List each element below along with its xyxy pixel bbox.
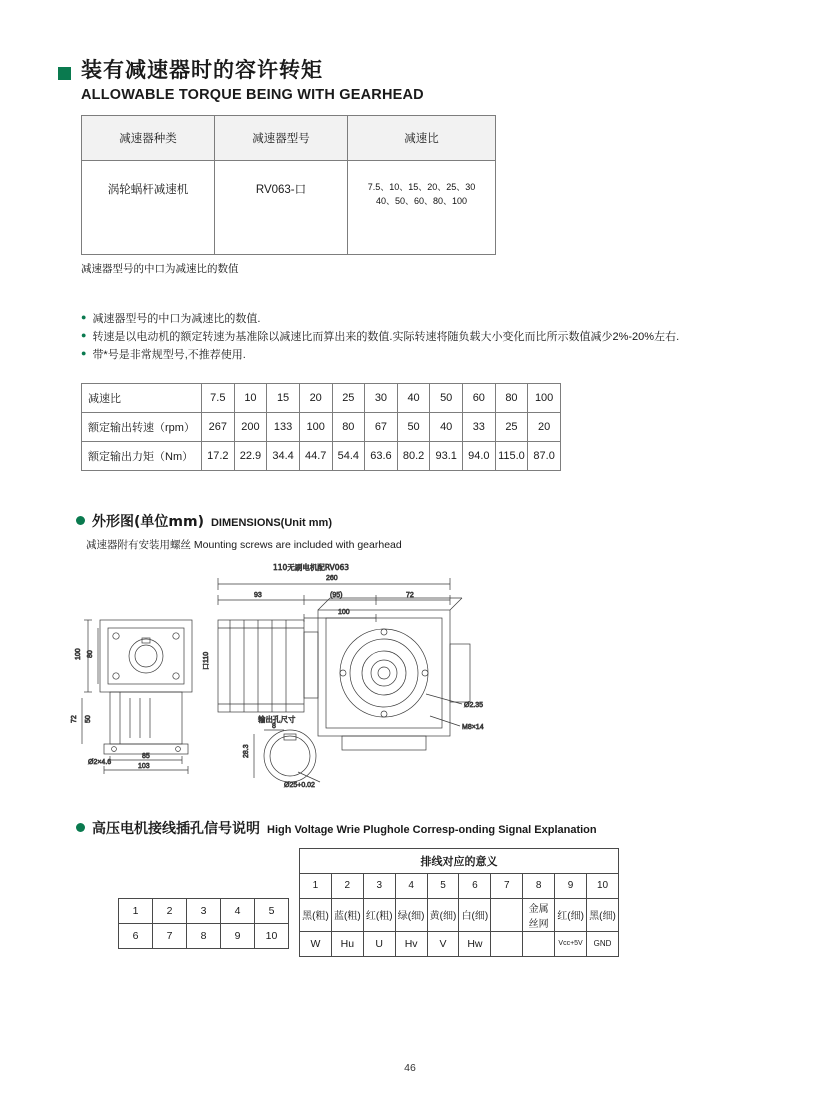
title-english: ALLOWABLE TORQUE BEING WITH GEARHEAD <box>81 87 424 104</box>
circle-bullet-icon <box>76 516 85 525</box>
plug-diagram <box>118 898 289 949</box>
svg-text:(95): (95) <box>330 591 343 599</box>
svg-text:80: 80 <box>87 649 94 658</box>
pin-number: 8 <box>523 873 555 898</box>
pin: 6 <box>119 923 153 948</box>
svg-text:Ø2×4.6: Ø2×4.6 <box>88 758 112 766</box>
cell: 133 <box>267 412 300 441</box>
signal-name <box>491 931 523 956</box>
pin-number: 6 <box>459 873 491 898</box>
cell: 50 <box>397 412 430 441</box>
signal-name <box>523 931 555 956</box>
pin: 3 <box>187 898 221 923</box>
signal-name: GND <box>587 931 619 956</box>
svg-text:103: 103 <box>138 762 150 770</box>
notes-block <box>81 310 762 364</box>
pin-number: 4 <box>395 873 427 898</box>
table-row <box>82 441 561 470</box>
svg-text:Ø2.35: Ø2.35 <box>464 701 484 709</box>
dimensions-heading-en: DIMENSIONS(Unit mm) <box>210 516 332 529</box>
row-label: 额定输出力矩（Nm） <box>82 441 202 470</box>
row-label: 减速比 <box>82 383 202 412</box>
header-type: 减速器种类 <box>82 116 215 161</box>
cell: 67 <box>365 412 398 441</box>
table-row <box>82 161 496 255</box>
technical-drawing <box>58 558 762 788</box>
header-ratio: 减速比 <box>348 116 496 161</box>
signal-title-row <box>300 848 619 873</box>
svg-text:100: 100 <box>75 647 82 660</box>
bullet-dot-icon: ● <box>81 348 87 359</box>
drawing-title-text: 110无刷电机配RV063 <box>273 562 350 572</box>
cell: 54.4 <box>332 441 365 470</box>
svg-text:72: 72 <box>71 714 78 723</box>
cell-model: RV063-口 <box>215 161 348 255</box>
pin: 7 <box>153 923 187 948</box>
cell: 7.5 <box>202 383 235 412</box>
signal-name-row <box>300 931 619 956</box>
pin: 8 <box>187 923 221 948</box>
svg-text:输出孔尺寸: 输出孔尺寸 <box>258 714 296 724</box>
signal-name: U <box>363 931 395 956</box>
signal-name: Hu <box>331 931 363 956</box>
signal-number-row <box>300 873 619 898</box>
wire-color: 红(粗) <box>363 898 395 931</box>
svg-text:50: 50 <box>85 714 92 723</box>
cell: 100 <box>299 412 332 441</box>
cell: 63.6 <box>365 441 398 470</box>
cell: 100 <box>528 383 561 412</box>
row-label: 额定输出转速（rpm） <box>82 412 202 441</box>
page-number: 46 <box>404 1062 416 1074</box>
cell: 17.2 <box>202 441 235 470</box>
pin-number: 3 <box>363 873 395 898</box>
signal-heading <box>76 818 762 838</box>
wire-color <box>491 898 523 931</box>
svg-text:28.3: 28.3 <box>243 743 250 758</box>
table-header-row <box>82 116 496 161</box>
bullet-dot-icon: ● <box>81 312 87 323</box>
cell-ratio <box>348 161 496 255</box>
svg-text:85: 85 <box>142 752 150 760</box>
cell: 33 <box>463 412 496 441</box>
pin: 1 <box>119 898 153 923</box>
pin: 5 <box>255 898 289 923</box>
svg-text:M8×14: M8×14 <box>462 723 484 731</box>
cell: 44.7 <box>299 441 332 470</box>
table-caption: 减速器型号的中口为减速比的数值 <box>81 263 239 276</box>
pin-number: 9 <box>555 873 587 898</box>
cell: 80 <box>495 383 528 412</box>
wire-color: 蓝(粗) <box>331 898 363 931</box>
plug-pin-grid <box>118 898 289 949</box>
note-text: 带*号是非常规型号,不推荐使用. <box>92 349 246 362</box>
table-row <box>82 383 561 412</box>
cell: 267 <box>202 412 235 441</box>
cell: 10 <box>234 383 267 412</box>
dimensions-subtitle-cn: 减速器附有安装用螺丝 <box>86 538 191 551</box>
svg-text:93: 93 <box>254 591 262 599</box>
plug-row-bottom <box>119 923 289 948</box>
specification-table <box>81 383 561 471</box>
svg-text:Ø25+0.02: Ø25+0.02 <box>284 781 315 788</box>
note-text: 转速是以电动机的额定转速为基准除以减速比而算出来的数值.实际转速将随负载大小变化而比所示数值减少2%-20%左右. <box>92 331 680 344</box>
signal-heading-en: High Voltage Wrie Plughole Corresp-onding Signal Explanation <box>267 823 597 836</box>
svg-text:72: 72 <box>406 591 414 599</box>
cell: 87.0 <box>528 441 561 470</box>
svg-text:8: 8 <box>272 722 276 730</box>
ratio-line-1: 7.5、10、15、20、25、30 <box>367 182 476 193</box>
wire-color: 黑(粗) <box>300 898 332 931</box>
signal-table <box>299 848 619 957</box>
cell: 25 <box>495 412 528 441</box>
plug-row-top <box>119 898 289 923</box>
bullet-dot-icon: ● <box>81 330 87 341</box>
cell: 50 <box>430 383 463 412</box>
cell: 93.1 <box>430 441 463 470</box>
pin: 9 <box>221 923 255 948</box>
note-text: 减速器型号的中口为减速比的数值. <box>92 313 261 326</box>
pin-number: 2 <box>331 873 363 898</box>
dimensions-heading-cn: 外形图(单位mm) <box>92 513 204 530</box>
cell: 20 <box>299 383 332 412</box>
note-item <box>81 346 762 364</box>
pin-number: 7 <box>491 873 523 898</box>
signal-name: W <box>300 931 332 956</box>
dimensions-subtitle <box>86 537 762 552</box>
signal-section <box>58 848 762 957</box>
signal-heading-cn: 高压电机接线插孔信号说明 <box>92 820 260 837</box>
signal-name: Hw <box>459 931 491 956</box>
svg-text:口110: 口110 <box>203 651 210 670</box>
signal-table-title: 排线对应的意义 <box>300 848 619 873</box>
wire-color: 白(细) <box>459 898 491 931</box>
note-item <box>81 310 762 328</box>
pin: 10 <box>255 923 289 948</box>
svg-text:260: 260 <box>326 574 338 582</box>
cell: 80 <box>332 412 365 441</box>
dimensions-heading <box>76 511 762 531</box>
cell: 80.2 <box>397 441 430 470</box>
signal-color-row <box>300 898 619 931</box>
page-title <box>58 58 762 83</box>
table-row <box>82 412 561 441</box>
title-chinese: 装有减速器时的容许转矩 <box>81 58 323 82</box>
wire-color: 黑(细) <box>587 898 619 931</box>
square-bullet-icon <box>58 67 71 80</box>
pin-number: 1 <box>300 873 332 898</box>
cell: 22.9 <box>234 441 267 470</box>
pin-number: 10 <box>587 873 619 898</box>
cell: 200 <box>234 412 267 441</box>
cell: 30 <box>365 383 398 412</box>
svg-text:100: 100 <box>338 608 350 616</box>
cell: 94.0 <box>463 441 496 470</box>
gearhead-table <box>81 115 496 255</box>
ratio-line-2: 40、50、60、80、100 <box>375 196 468 207</box>
wire-color: 红(细) <box>555 898 587 931</box>
cell: 40 <box>430 412 463 441</box>
cell: 40 <box>397 383 430 412</box>
cell: 60 <box>463 383 496 412</box>
pin: 4 <box>221 898 255 923</box>
cell: 25 <box>332 383 365 412</box>
wire-color: 绿(细) <box>395 898 427 931</box>
header-model: 减速器型号 <box>215 116 348 161</box>
signal-name: V <box>427 931 459 956</box>
wire-color: 黄(细) <box>427 898 459 931</box>
pin-number: 5 <box>427 873 459 898</box>
wire-color: 金属丝网 <box>523 898 555 931</box>
cell-type: 涡轮蜗杆减速机 <box>82 161 215 255</box>
circle-bullet-icon <box>76 823 85 832</box>
cell: 34.4 <box>267 441 300 470</box>
signal-name: Vcc+5V <box>555 931 587 956</box>
cell: 20 <box>528 412 561 441</box>
dimensions-subtitle-en: Mounting screws are included with gearhead <box>193 538 402 551</box>
signal-name: Hv <box>395 931 427 956</box>
note-item <box>81 328 762 346</box>
pin: 2 <box>153 898 187 923</box>
cell: 115.0 <box>495 441 528 470</box>
cell: 15 <box>267 383 300 412</box>
